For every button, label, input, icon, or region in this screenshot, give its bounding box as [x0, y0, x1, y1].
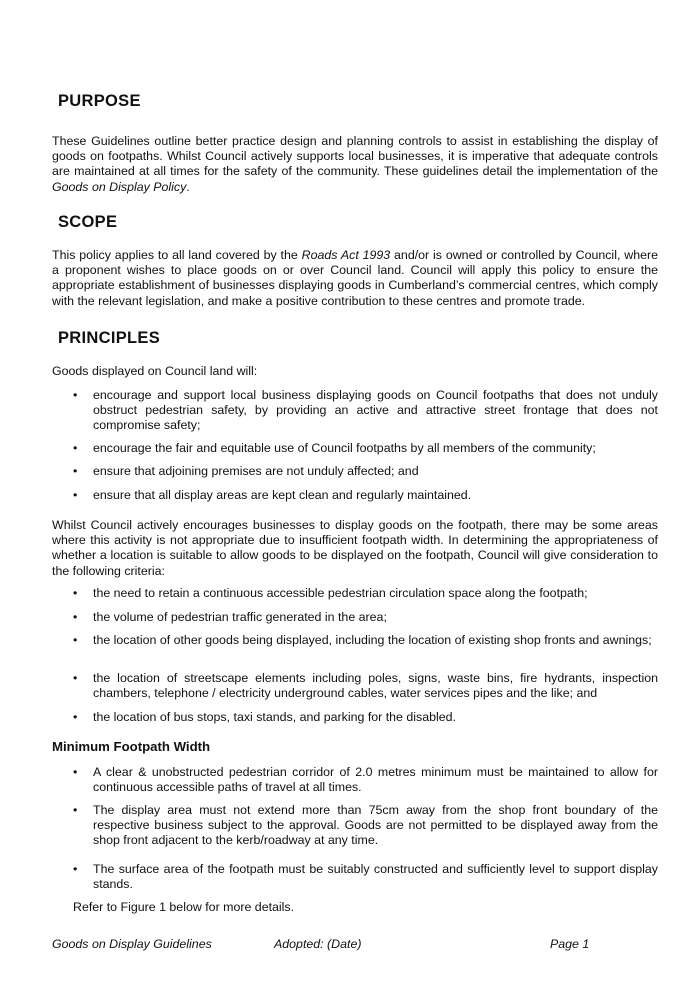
list-item: • encourage and support local business displaying goods on Council footpaths that does not unduly obstruct pedestrian safety, by providing an active and attractive street frontage that does not compromise safety; [52, 388, 658, 434]
footpath-list [52, 765, 658, 795]
criteria-list [52, 671, 658, 701]
purpose-paragraph: These Guidelines outline better practice design and planning controls to assist in establishing the display of goods on footpaths. Whilst Council actively supports local businesses, it is imperative that adequate controls are maintained at all times for the safety of the community. These guidelines detail the implementation of the Goods on Display Policy. [52, 134, 658, 194]
criteria-list [52, 610, 658, 625]
list-item: • the location of streetscape elements including poles, signs, waste bins, fire hydrants, inspection chambers, telephone / electricity underground cables, water services pipes and the like; and [52, 671, 658, 701]
list-item: • The surface area of the footpath must be suitably constructed and sufficiently level to support display stands. [52, 862, 658, 892]
criteria-list [52, 586, 658, 601]
list-item: • the location of other goods being displayed, including the location of existing shop fronts and awnings; [52, 633, 658, 648]
list-item: • ensure that adjoining premises are not unduly affected; and [52, 464, 658, 479]
list-item: • A clear & unobstructed pedestrian corridor of 2.0 metres minimum must be maintained to allow for continuous accessible paths of travel at all times. [52, 765, 658, 795]
footer-document-title: Goods on Display Guidelines [52, 937, 212, 951]
list-item: • the volume of pedestrian traffic generated in the area; [52, 610, 658, 625]
criteria-list [52, 710, 658, 725]
list-item: • the location of bus stops, taxi stands, and parking for the disabled. [52, 710, 658, 725]
list-item: • The display area must not extend more than 75cm away from the shop front boundary of the respective business subject to the approval. Goods are not permitted to be displayed away from the shop front adjacent to the kerb/roadway at any time. [52, 803, 658, 849]
footpath-heading: Minimum Footpath Width [52, 739, 211, 754]
principles-heading: PRINCIPLES [58, 329, 161, 347]
criteria-list [52, 633, 658, 648]
principles-list [52, 488, 658, 503]
footer-page-number: Page 1 [550, 937, 590, 951]
purpose-heading: PURPOSE [58, 92, 141, 110]
principles-list [52, 464, 658, 479]
list-item: • ensure that all display areas are kept clean and regularly maintained. [52, 488, 658, 503]
footer-adopted-date: Adopted: (Date) [274, 937, 362, 951]
footpath-list [52, 803, 658, 849]
list-item: • encourage the fair and equitable use of Council footpaths by all members of the community; [52, 441, 658, 456]
principles-list [52, 388, 658, 434]
principles-intro: Goods displayed on Council land will: [52, 364, 258, 378]
scope-heading: SCOPE [58, 213, 118, 231]
criteria-paragraph: Whilst Council actively encourages businesses to display goods on the footpath, there may be some areas where this activity is not appropriate due to insufficient footpath width. In determining the appropriateness of whether a location is suitable to allow goods to be displayed on the footpath, Council will give consideration to the following criteria: [52, 518, 658, 578]
scope-paragraph: This policy applies to all land covered by the Roads Act 1993 and/or is owned or controlled by Council, where a proponent wishes to place goods on or over Council land. Council will apply this policy to ensure the appropriate establishment of businesses displaying goods in Cumberland’s commercial centres, which comply with the relevant legislation, and make a positive contribution to these centres and promote trade. [52, 248, 658, 308]
principles-list [52, 441, 658, 456]
list-item: • the need to retain a continuous accessible pedestrian circulation space along the footpath; [52, 586, 658, 601]
figure-reference-note: Refer to Figure 1 below for more details. [73, 900, 295, 914]
footpath-list [52, 862, 658, 892]
